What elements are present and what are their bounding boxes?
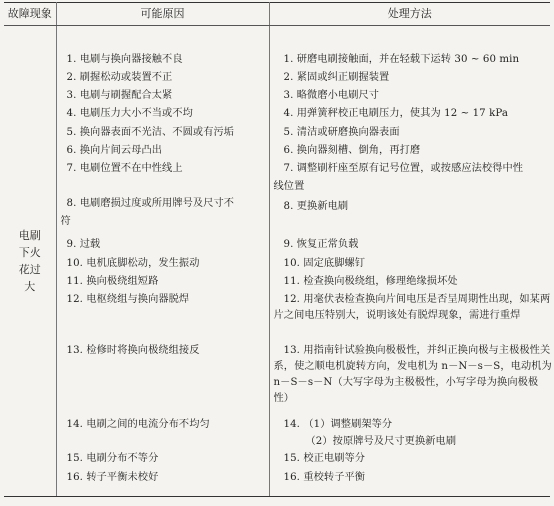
cause-item: 1. 电刷与换向器接触不良 xyxy=(66,54,183,65)
cause-item: 7. 电刷位置不在中性线上 xyxy=(66,163,183,174)
remedy-item: 10. 固定底脚螺钉 xyxy=(283,258,366,269)
cause-item: 11. 换向极绕组短路 xyxy=(66,276,159,287)
cause-item: 14. 电刷之间的电流分布不均匀 xyxy=(66,419,210,430)
remedy-item: 16. 重校转子平衡 xyxy=(283,472,366,483)
remedy-item: 12. 用毫伏表检查换向片间电压是否呈周期性出现，如某两片之间电压特别大，说明该处有脱焊现象，需进行重焊 xyxy=(273,294,551,321)
cause-item: 6. 换向片间云母凸出 xyxy=(66,145,163,156)
cause-item: 13. 检修时将换向极绕组接反 xyxy=(66,345,200,356)
remedy-item: 3. 略微磨小电刷尺寸 xyxy=(283,90,380,101)
table-row xyxy=(4,26,550,497)
table-header-row xyxy=(4,3,550,26)
cause-item: 15. 电刷分布不等分 xyxy=(66,453,159,464)
cause-item: 4. 电刷压力大小不当或不均 xyxy=(66,108,193,119)
cause-item: 16. 转子平衡未校好 xyxy=(66,472,159,483)
causes-cell xyxy=(56,26,269,497)
remedy-item: 9. 恢复正常负载 xyxy=(283,239,359,250)
remedy-item: 14. （1）调整刷架等分 xyxy=(283,419,393,430)
symptom-cell xyxy=(4,26,56,497)
cause-item: 2. 刷握松动或装置不正 xyxy=(66,72,173,83)
remedy-item: 7. 调整刷杆座至原有记号位置，或按感应法校得中性 xyxy=(283,163,524,174)
remedy-item: 2. 紧固或纠正刷握装置 xyxy=(283,72,390,83)
cause-item-cont: 符 xyxy=(60,216,71,227)
cause-item: 9. 过载 xyxy=(66,239,101,250)
remedy-item: 8. 更换新电刷 xyxy=(283,201,349,212)
remedy-item: 13. 用指南针试验换向极极性，并纠正换向极与主极极性关系，使之顺电机旋转方向，发电机为 n－N－s－S，电动机为 n－S－s－N（大写字母为主极极性，小写字母为换向极极性） xyxy=(273,345,552,404)
cause-item: 5. 换向器表面不光洁、不圆或有污垢 xyxy=(66,127,235,138)
cause-item: 12. 电枢绕组与换向器脱焊 xyxy=(66,294,190,305)
remedy-subitem: （2）按原牌号及尺寸更换新电刷 xyxy=(305,436,457,447)
remedy-item: 1. 研磨电刷接触面，并在轻载下运转 30 ~ 60 min xyxy=(283,54,520,65)
fault-table xyxy=(4,2,550,497)
header-causes: 可能原因 xyxy=(56,3,269,26)
symptom-label: 电刷下火花过大 xyxy=(18,229,41,293)
header-remedies: 处理方法 xyxy=(269,3,550,26)
remedies-cell xyxy=(269,26,550,497)
cause-item: 10. 电机底脚松动，发生振动 xyxy=(66,258,200,269)
cause-item: 8. 电刷磨损过度或所用牌号及尺寸不 xyxy=(66,198,235,209)
header-symptom: 故障现象 xyxy=(4,3,56,26)
remedy-item: 4. 用弹簧秤校正电刷压力，使其为 12 ~ 17 kPa xyxy=(283,108,509,119)
remedy-item-cont: 线位置 xyxy=(273,181,305,192)
remedy-item: 6. 换向器刻槽、倒角，再打磨 xyxy=(283,145,421,156)
remedy-item: 15. 校正电刷等分 xyxy=(283,453,366,464)
remedy-item: 5. 清洁或研磨换向器表面 xyxy=(283,127,400,138)
cause-item: 3. 电刷与刷握配合太紧 xyxy=(66,90,173,101)
remedy-item: 11. 检查换向极绕组，修理绝缘损坏处 xyxy=(283,276,458,287)
